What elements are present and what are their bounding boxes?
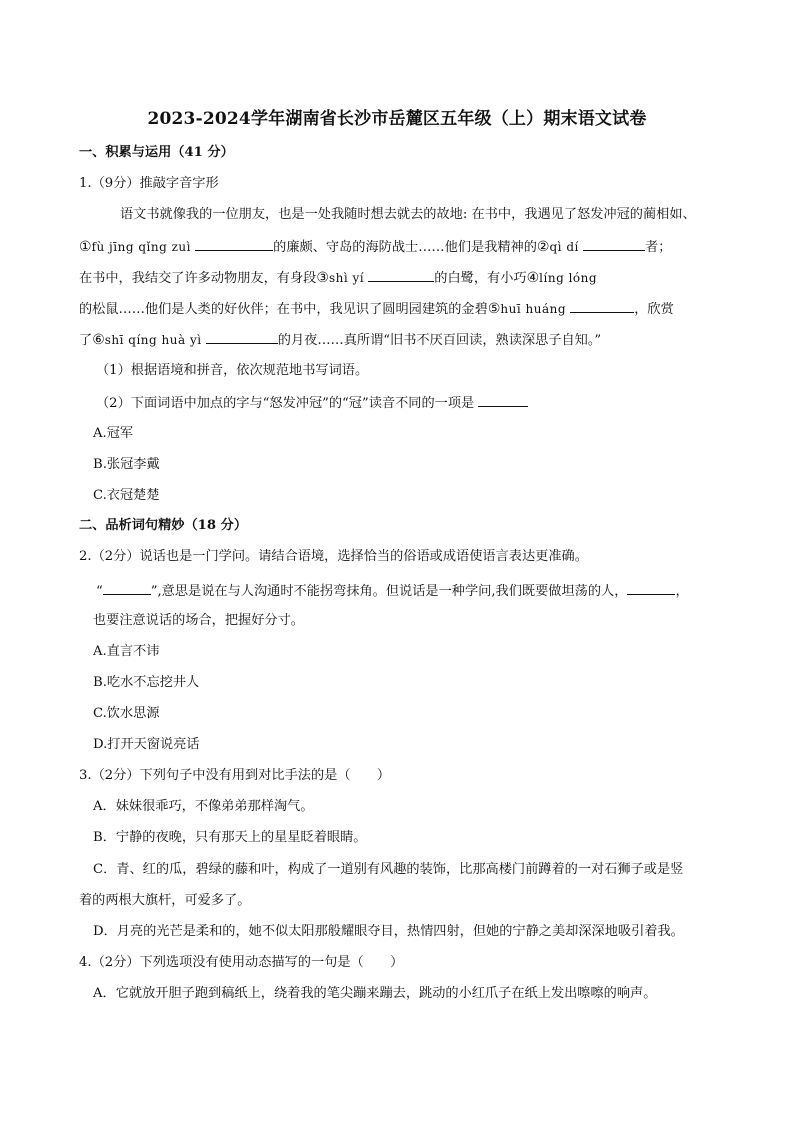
q1-paragraph-line3	[79, 267, 597, 289]
page-title: 2023-2024学年湖南省长沙市岳麓区五年级（上）期末语文试卷	[147, 109, 647, 129]
pinyin-4: líng lóng	[539, 271, 598, 285]
q2-option-c: C.饮水思源	[93, 706, 160, 721]
text-segment: “	[96, 584, 103, 599]
q1-sub2-blank[interactable]	[478, 392, 528, 407]
q2-blank-1[interactable]	[103, 580, 151, 595]
q2-paragraph-line1	[96, 580, 689, 602]
circled-number-4: ④	[526, 270, 540, 286]
q1-paragraph-line1: 语文书就像我的一位朋友，也是一处我随时想去就去的故地: 在书中，我遇见了怒发冲冠的蔺相如、	[120, 207, 696, 222]
q1-sub2-text: （2）下面词语中加点的字与“怒发冲冠”的“冠”读音不同的一项是	[96, 396, 475, 411]
text-segment: 的白鹭，有小巧	[434, 271, 527, 286]
answer-blank-5[interactable]	[570, 298, 634, 313]
pinyin-1: fù jīng qǐng zuì	[91, 240, 191, 254]
q1-sub1: （1）根据语境和拼音，依次规范地书写词语。	[96, 363, 369, 378]
text-segment: 了	[79, 333, 93, 348]
pinyin-3: shì yí	[328, 271, 365, 285]
text-segment: ”,意思是说在与人沟通时不能拐弯抹角。但说话是一种学问,我们既要做坦荡的人，	[150, 584, 628, 599]
q3-stem: 3.（2分）下列句子中没有用到对比手法的是（ ）	[79, 768, 391, 783]
text-segment: 的月夜……真所谓“旧书不厌百回读，熟读深思子自知。”	[277, 333, 602, 348]
q2-option-d: D.打开天窗说亮话	[93, 737, 200, 752]
section-heading-2: 二、品析词句精妙（18 分）	[79, 518, 248, 533]
circled-number-3: ③	[316, 270, 329, 286]
q1-option-c: C.衣冠楚楚	[93, 488, 160, 503]
q2-blank-2[interactable]	[627, 580, 675, 595]
q1-paragraph-line2	[79, 236, 719, 258]
q2-stem: 2.（2分）说话也是一门学问。请结合语境，选择恰当的俗语或成语使语言表达更准确。	[79, 549, 588, 564]
q3-option-b: B．宁静的夜晚，只有那天上的星星眨着眼睛。	[93, 830, 367, 845]
q4-option-a: A．它就放开胆子跑到稿纸上，绕着我的笔尖蹦来蹦去，跳动的小红爪子在纸上发出嚓嚓的响声。	[93, 986, 657, 1001]
q1-stem: 1.（9分）推敲字音字形	[79, 176, 219, 191]
pinyin-6: shī qíng huà yì	[104, 333, 202, 347]
q1-sub2	[96, 392, 528, 414]
q2-paragraph-line2: 也要注意说话的场合，把握好分寸。	[93, 613, 304, 628]
q1-option-a: A.冠军	[93, 426, 134, 441]
q1-line2-part	[79, 236, 671, 258]
q2-option-a: A.直言不讳	[93, 644, 160, 659]
q4-stem: 4.（2分）下列选项没有使用动态描写的一句是（ ）	[79, 955, 404, 970]
q3-option-c-line1: C．青、红的瓜，碧绿的藤和叶，构成了一道别有风趣的装饰，比那高楼门前蹲着的一对石狮子或是竖	[93, 862, 684, 877]
answer-blank-2[interactable]	[583, 236, 645, 251]
circled-number-6: ⑥	[92, 332, 105, 348]
q3-option-c-line2: 着的两根大旗杆，可爱多了。	[79, 893, 251, 908]
answer-blank-1[interactable]	[195, 236, 273, 251]
circled-number-2: ②	[536, 239, 550, 255]
q1-option-b: B.张冠李戴	[93, 457, 160, 472]
text-segment: ，欣赏	[634, 302, 674, 317]
pinyin-2: qì dí	[549, 240, 579, 254]
answer-blank-3[interactable]	[368, 267, 434, 282]
answer-blank-6[interactable]	[206, 329, 278, 344]
q1-paragraph-line4	[79, 298, 674, 320]
circled-number-1: ①	[79, 239, 92, 255]
section-heading-1: 一、积累与运用（41 分）	[79, 145, 234, 160]
q2-option-b: B.吃水不忘挖井人	[93, 675, 200, 690]
q1-paragraph-line5	[79, 329, 601, 351]
text-segment: 的廉颇、守岛的海防战士……他们是我精神的	[273, 240, 537, 255]
text-segment: 者；	[645, 240, 672, 255]
q3-option-a: A．妹妹很乖巧，不像弟弟那样淘气。	[93, 799, 314, 814]
circled-number-5: ⑤	[487, 301, 501, 317]
text-segment: ，	[675, 584, 689, 599]
text-segment: 在书中，我结交了许多动物朋友，有身段	[79, 271, 317, 286]
q3-option-d: D．月亮的光芒是柔和的，她不似太阳那般耀眼夺目，热情四射，但她的宁静之美却深深地吸引着我。	[93, 924, 684, 939]
text-segment: 的松鼠……他们是人类的好伙伴；在书中，我见识了圆明园建筑的金碧	[79, 302, 488, 317]
pinyin-5: huī huáng	[500, 302, 567, 316]
